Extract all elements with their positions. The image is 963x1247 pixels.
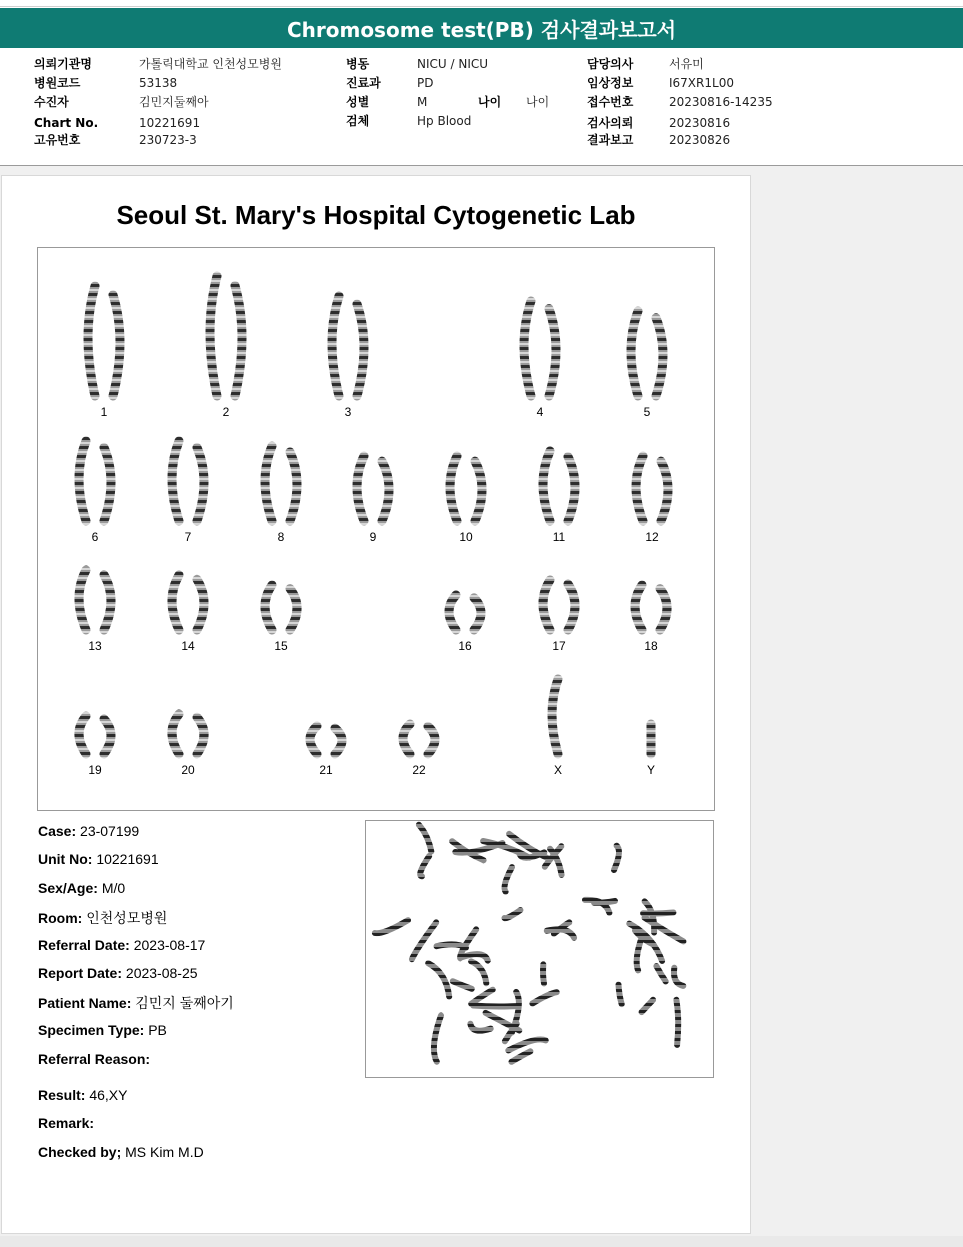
result-value: 46,XY bbox=[89, 1087, 128, 1103]
chromosome-pair-22 bbox=[403, 724, 435, 754]
chromosome-pair-16 bbox=[449, 595, 481, 630]
report-date-value: 2023-08-25 bbox=[125, 965, 198, 981]
header-value-chart-no: 10221691 bbox=[139, 116, 201, 130]
result-label: Result: bbox=[38, 1087, 86, 1103]
sex-age-value: M/0 bbox=[101, 880, 126, 896]
specimen-type-value: PB bbox=[148, 1022, 167, 1038]
chromosome-pair-11 bbox=[543, 451, 575, 521]
metaphase-chromosome bbox=[412, 922, 436, 959]
patient-name-value: 김민지 둘째아기 bbox=[135, 995, 234, 1011]
info-report-date bbox=[38, 965, 198, 981]
chromosome-pair-21 bbox=[310, 726, 342, 754]
header-label-department: 진료과 bbox=[346, 76, 381, 90]
metaphase-chromosome bbox=[420, 856, 429, 876]
info-checked-by bbox=[38, 1144, 204, 1160]
header-label-unique-no: 고유번호 bbox=[34, 133, 81, 147]
header-label-patient: 수진자 bbox=[34, 95, 69, 109]
lab-title: Seoul St. Mary's Hospital Cytogenetic Lab bbox=[116, 200, 636, 230]
case-label: Case: bbox=[38, 823, 77, 839]
metaphase-chromosome bbox=[473, 1006, 515, 1007]
metaphase-chromosome bbox=[674, 968, 683, 986]
specimen-type-label: Specimen Type: bbox=[38, 1022, 145, 1038]
bottom-strip bbox=[0, 1236, 963, 1247]
metaphase-chromosome bbox=[619, 985, 622, 1005]
chromosome-pair-6 bbox=[79, 441, 111, 521]
metaphase-chromosome bbox=[508, 1039, 545, 1050]
chromosome-label-14: 14 bbox=[181, 639, 195, 653]
chromosome-label-11: 11 bbox=[552, 530, 566, 544]
header-value-report-date: 20230826 bbox=[669, 133, 731, 147]
info-sex-age bbox=[38, 880, 125, 896]
info-case bbox=[38, 823, 139, 839]
chromosome-pair-12 bbox=[636, 456, 668, 521]
chromosome-label-16: 16 bbox=[458, 639, 472, 653]
chromosome-label-Y: Y bbox=[646, 763, 656, 777]
banner-title: Chromosome test(PB) 검사결과보고서 bbox=[286, 17, 677, 42]
chromosome-label-15: 15 bbox=[274, 639, 288, 653]
chromosome-pair-15 bbox=[265, 585, 297, 630]
header-value-department: PD bbox=[417, 76, 434, 90]
remark-label: Remark: bbox=[38, 1115, 95, 1131]
header-label-age: 나이 bbox=[478, 95, 502, 109]
report-header bbox=[0, 0, 963, 166]
chromosome-pair-14 bbox=[172, 575, 204, 630]
metaphase-chromosome bbox=[419, 825, 431, 852]
chromosome-label-21: 21 bbox=[319, 763, 333, 777]
metaphase-chromosome bbox=[470, 1024, 490, 1031]
case-value: 23-07199 bbox=[80, 823, 140, 839]
header-value-hospital-code: 53138 bbox=[139, 76, 178, 90]
chromosome-label-13: 13 bbox=[88, 639, 102, 653]
header-label-clinical-info: 임상정보 bbox=[587, 76, 634, 90]
referral-date-label: Referral Date: bbox=[38, 937, 130, 953]
metaphase-chromosome bbox=[643, 913, 673, 914]
metaphase-chromosome bbox=[453, 981, 472, 989]
header-label-specimen: 검체 bbox=[346, 114, 370, 128]
chromosome-pair-8 bbox=[265, 446, 297, 521]
chromosome-label-18: 18 bbox=[644, 639, 658, 653]
header-value-patient: 김민지둘째아 bbox=[139, 95, 209, 109]
karyogram-panel bbox=[37, 247, 715, 811]
chromosome-label-2: 2 bbox=[222, 405, 230, 419]
room-label: Room: bbox=[38, 910, 83, 926]
chromosome-label-4: 4 bbox=[536, 405, 544, 419]
metaphase-chromosome bbox=[512, 1051, 531, 1062]
chromosome-pair-10 bbox=[450, 456, 482, 521]
header-label-institution: 의뢰기관명 bbox=[34, 57, 92, 71]
chromosome-label-6: 6 bbox=[91, 530, 99, 544]
chromosome-pair-2 bbox=[210, 276, 242, 396]
chromosome-label-22: 22 bbox=[412, 763, 426, 777]
metaphase-panel bbox=[365, 820, 714, 1078]
info-room bbox=[38, 908, 167, 928]
chromosome-pair-17 bbox=[543, 580, 575, 630]
header-label-request-date: 검사의뢰 bbox=[587, 116, 634, 130]
chromosome-label-1: 1 bbox=[100, 405, 108, 419]
chromosome-label-7: 7 bbox=[184, 530, 192, 544]
header-value-specimen: Hp Blood bbox=[417, 114, 472, 128]
chromosome-label-X: X bbox=[553, 763, 563, 777]
header-value-sex: M bbox=[417, 95, 428, 109]
header-value-unique-no: 230723-3 bbox=[139, 133, 197, 147]
header-value-clinical-info: I67XR1L00 bbox=[669, 76, 734, 90]
referral-reason-label: Referral Reason: bbox=[38, 1051, 151, 1067]
patient-name-label: Patient Name: bbox=[38, 995, 132, 1011]
metaphase-chromosome bbox=[532, 992, 556, 1003]
header-label-sex: 성별 bbox=[346, 95, 370, 109]
info-patient-name bbox=[38, 993, 234, 1013]
metaphase-chromosome bbox=[462, 954, 488, 960]
metaphase-chromosome bbox=[434, 1016, 441, 1062]
metaphase-chromosome bbox=[375, 920, 408, 933]
room-value: 인천성모병원 bbox=[86, 910, 168, 926]
chromosome-label-3: 3 bbox=[344, 405, 352, 419]
chromosome-pair-13 bbox=[79, 570, 111, 630]
metaphase-chromosome bbox=[637, 940, 641, 970]
header-value-request-date: 20230816 bbox=[669, 116, 731, 130]
info-unit-no bbox=[38, 851, 159, 867]
info-referral-date bbox=[38, 937, 205, 953]
header-label-doctor: 담당의사 bbox=[587, 57, 634, 71]
header-value-receipt-no: 20230816-14235 bbox=[669, 95, 773, 109]
metaphase-chromosome bbox=[505, 910, 521, 918]
header-label-chart-no: Chart No. bbox=[34, 116, 99, 130]
header-value-institution: 가톨릭대학교 인천성모병원 bbox=[139, 57, 282, 71]
chromosome-pair-20 bbox=[172, 714, 204, 754]
header-label-report-date: 결과보고 bbox=[587, 133, 634, 147]
chromosome-pair-5 bbox=[631, 311, 663, 396]
metaphase-chromosome bbox=[676, 1000, 678, 1045]
chromosome-pair-X bbox=[552, 679, 558, 754]
unit-no-label: Unit No: bbox=[38, 851, 93, 867]
metaphase-chromosome bbox=[471, 961, 486, 983]
report-banner bbox=[0, 8, 963, 48]
chromosome-label-8: 8 bbox=[277, 530, 285, 544]
metaphase-chromosome bbox=[543, 964, 544, 983]
metaphase-chromosome bbox=[428, 963, 449, 996]
chromosome-label-19: 19 bbox=[88, 763, 102, 777]
checked-by-label: Checked by; bbox=[38, 1144, 122, 1160]
info-result bbox=[38, 1087, 127, 1103]
chromosome-label-10: 10 bbox=[459, 530, 473, 544]
header-label-hospital-code: 병원코드 bbox=[34, 76, 81, 90]
chromosome-label-9: 9 bbox=[369, 530, 377, 544]
info-specimen-type bbox=[38, 1022, 167, 1038]
chromosome-pair-1 bbox=[88, 286, 120, 396]
top-border bbox=[0, 0, 963, 7]
report-date-label: Report Date: bbox=[38, 965, 123, 981]
chromosome-pair-19 bbox=[79, 716, 111, 754]
header-value-ward: NICU / NICU bbox=[417, 57, 489, 71]
metaphase-chromosome bbox=[471, 990, 493, 1004]
info-referral-reason bbox=[38, 1051, 150, 1067]
chromosome-pair-18 bbox=[635, 585, 667, 630]
unit-no-value: 10221691 bbox=[96, 851, 159, 867]
chromosome-label-20: 20 bbox=[181, 763, 195, 777]
metaphase-spread-image bbox=[366, 821, 713, 1077]
chromosome-label-12: 12 bbox=[645, 530, 659, 544]
chromosome-pair-7 bbox=[172, 441, 204, 521]
sex-age-label: Sex/Age: bbox=[38, 880, 98, 896]
metaphase-chromosome bbox=[656, 966, 665, 981]
karyotype-report bbox=[1, 175, 751, 1234]
chromosome-label-5: 5 bbox=[643, 405, 651, 419]
chromosome-pair-4 bbox=[524, 301, 556, 396]
header-value-doctor: 서유미 bbox=[669, 57, 704, 71]
karyogram-image bbox=[38, 248, 714, 810]
header-label-ward: 병동 bbox=[346, 57, 370, 71]
header-label-receipt-no: 접수번호 bbox=[587, 95, 634, 109]
checked-by-value: MS Kim M.D bbox=[125, 1144, 204, 1160]
chromosome-pair-9 bbox=[357, 456, 389, 521]
info-remark bbox=[38, 1115, 94, 1131]
chromosome-label-17: 17 bbox=[552, 639, 566, 653]
referral-date-value: 2023-08-17 bbox=[133, 937, 206, 953]
metaphase-chromosome bbox=[504, 867, 512, 892]
header-value-age: 나이 bbox=[526, 95, 550, 109]
metaphase-chromosome bbox=[614, 846, 619, 870]
chromosome-pair-3 bbox=[332, 296, 364, 396]
metaphase-chromosome bbox=[642, 1000, 654, 1012]
